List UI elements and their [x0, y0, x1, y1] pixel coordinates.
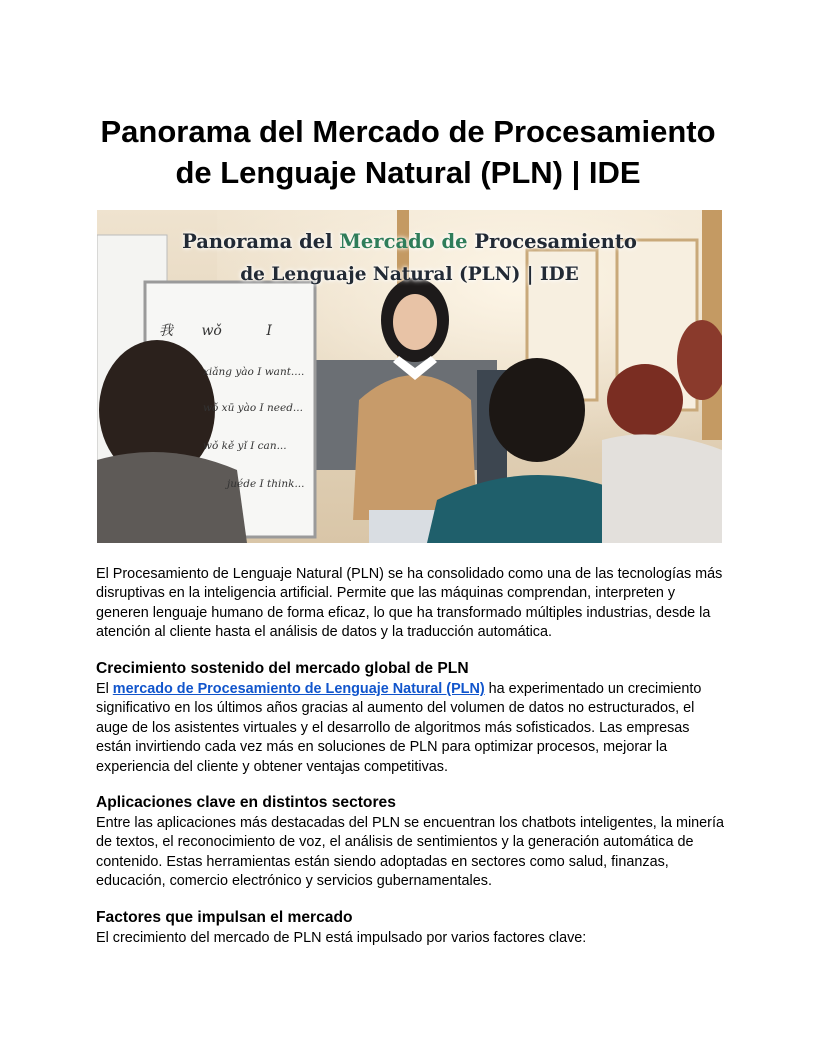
section-heading-growth: Crecimiento sostenido del mercado global de PLN [96, 660, 469, 677]
board-word-1: wǒ [201, 323, 222, 339]
document-title-line1: Panorama del Mercado de Procesamiento [100, 114, 716, 149]
hero-title-line1 [97, 230, 722, 253]
section-heading-applications: Aplicaciones clave en distintos sectores [96, 794, 396, 811]
hero-title-line2: de Lenguaje Natural (PLN) | IDE [240, 264, 579, 285]
board-line-2: wǒ kě yǐ I can... [203, 440, 287, 452]
hero-image [97, 210, 722, 543]
document-title-line2: de Lenguaje Natural (PLN) | IDE [175, 155, 641, 190]
hero-title-part-c: Procesamiento [474, 230, 637, 253]
section-heading-factors: Factores que impulsan el mercado [96, 909, 353, 926]
growth-body: ha experimentado un crecimiento significativo en los últimos años gracias al aumento del volumen de datos no estructurados, el auge de los asistentes virtuales y el desarrollo de algoritmos más sofisticados. Las empresas están invirtiendo cada vez más en soluciones de PLN para optimizar procesos, mejorar la experiencia del cliente y obtener ventajas competitivas. [96, 681, 702, 775]
board-line-3: juéde I think... [227, 478, 305, 490]
board-word-0: 我 [159, 323, 173, 339]
hero-title-highlight: Mercado de [339, 230, 468, 253]
board-line-1: wǒ xū yào I need... [203, 402, 303, 414]
applications-paragraph: Entre las aplicaciones más destacadas del PLN se encuentran los chatbots inteligentes, la minería de textos, el reconocimiento de voz, el análisis de sentimientos y la generación automática de contenido. Estas herramientas están siendo adoptadas en sectores como salud, finanzas, educación, comercio electrónico y servicios gubernamentales. [96, 815, 724, 890]
board-line-0: xiǎng yào I want.... [203, 366, 305, 378]
factors-paragraph: El crecimiento del mercado de PLN está impulsado por varios factores clave: [96, 930, 587, 946]
intro-paragraph: El Procesamiento de Lenguaje Natural (PLN) se ha consolidado como una de las tecnologías más disruptivas en la inteligencia artificial. Permite que las máquinas comprendan, interpreten y generen lenguaje humano de forma eficaz, lo que ha transformado múltiples industrias, desde la atención al cliente hasta el análisis de datos y la traducción automática. [96, 566, 723, 641]
classroom-photo [97, 210, 722, 543]
board-word-2: I [266, 323, 272, 339]
whiteboard-text [159, 320, 272, 340]
market-link[interactable]: mercado de Procesamiento de Lenguaje Natural (PLN) [112, 681, 485, 697]
document-title [80, 111, 736, 193]
hero-title-part-a: Panorama del [182, 230, 333, 253]
growth-paragraph [96, 680, 724, 777]
growth-lead: El [96, 681, 113, 697]
